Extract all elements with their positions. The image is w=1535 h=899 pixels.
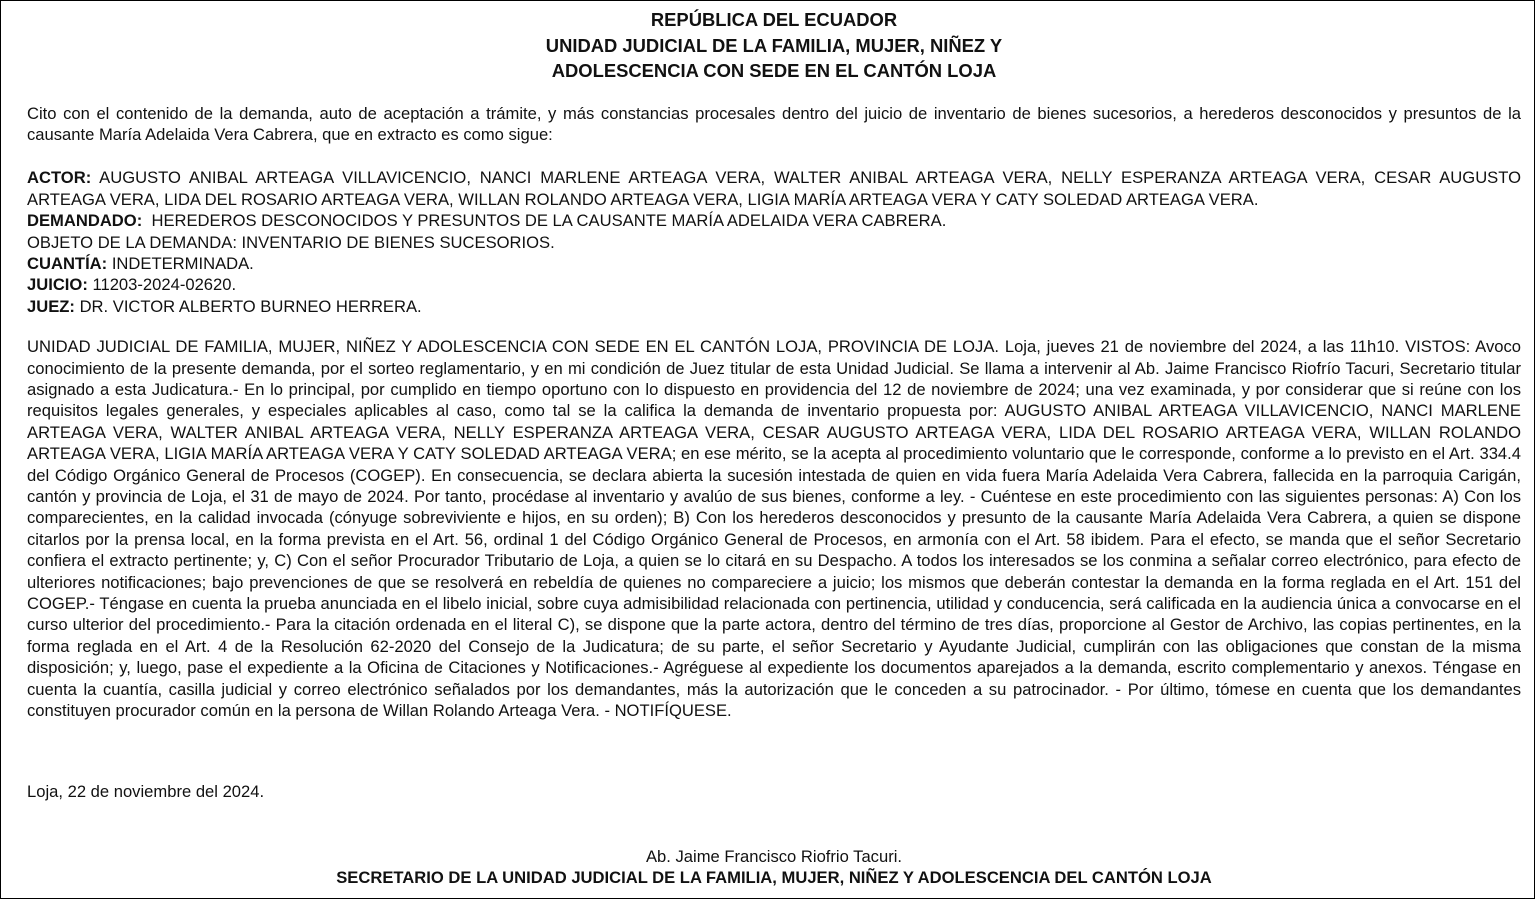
juez-label: JUEZ: [27, 296, 75, 316]
header-country: REPÚBLICA DEL ECUADOR [650, 9, 898, 30]
juez-field [27, 296, 1521, 317]
header-court-line-1: UNIDAD JUDICIAL DE LA FAMILIA, MUJER, NIÑEZ Y [545, 34, 1003, 56]
actor-value: AUGUSTO ANIBAL ARTEAGA VILLAVICENCIO, NANCI MARLENE ARTEAGA VERA, WALTER ANIBAL ARTEAGA VERA, NELLY ESPERANZA ARTEAGA VERA, CESAR AUGUSTO ARTEAGA VERA, LIDA DEL ROSARIO ARTEAGA VERA, WILLAN ROLANDO ARTEAGA VERA, LIGIA MARÍA ARTEAGA VERA Y CATY SOLEDAD ARTEAGA VERA. [27, 168, 1521, 209]
signature-block [27, 846, 1521, 889]
case-details [27, 167, 1521, 317]
actor-label: ACTOR: [27, 168, 92, 188]
ruling-body: UNIDAD JUDICIAL DE FAMILIA, MUJER, NIÑEZ Y ADOLESCENCIA CON SEDE EN EL CANTÓN LOJA, PROVINCIA DE LOJA. Loja, jueves 21 de noviembre del 2024, a las 11h10. VISTOS: Avoco conocimiento de la presente demanda, por el sorteo reglamentario, y en mi condición de Juez titular de esta Unidad Judicial. Se llama a intervenir al Ab. Jaime Francisco Riofrío Tacuri, Secretario titular asignado a esta Judicatura.- En lo principal, por cumplido en tiempo oportuno con lo dispuesto en providencia del 12 de noviembre de 2024; una vez examinada, y por considerar que si reúne con los requisitos legales generales, y especiales aplicables al caso, como tal se la califica la demanda de inventario propuesta por: AUGUSTO ANIBAL ARTEAGA VILLAVICENCIO, NANCI MARLENE ARTEAGA VERA, WALTER ANIBAL ARTEAGA VERA, NELLY ESPERANZA ARTEAGA VERA, CESAR AUGUSTO ARTEAGA VERA, LIDA DEL ROSARIO ARTEAGA VERA, WILLAN ROLANDO ARTEAGA VERA, LIGIA MARÍA ARTEAGA VERA Y CATY SOLEDAD ARTEAGA VERA; en ese mérito, se la acepta al procedimiento voluntario que le corresponde, conforme a lo previsto en el Art. 334.4 del Código Orgánico General de Procesos (COGEP). En consecuencia, se declara abierta la sucesión intestada de quien en vida fuera María Adelaida Vera Cabrera, fallecida en la parroquia Carigán, cantón y provincia de Loja, el 31 de mayo de 2024. Por tanto, procédase al inventario y avalúo de sus bienes, conforme a ley. - Cuéntese en este procedimiento con las siguientes personas: A) Con los comparecientes, en la calidad invocada (cónyuge sobreviviente e hijos, en su orden); B) Con los herederos desconocidos y presunto de la causante María Adelaida Vera Cabrera, a quien se dispone citarlos por la prensa local, en la forma prevista en el Art. 56, ordinal 1 del Código Orgánico General de Procesos, en armonía con el Art. 58 ibidem. Para el efecto, se manda que el señor Secretario confiera el extracto pertinente; y, C) Con el señor Procurador Tributario de Loja, a quien se lo citará en su Despacho. A todos los interesados se los conmina a señalar correo electrónico, para efecto de ulteriores notificaciones; bajo prevenciones de que se resolverá en rebeldía de quienes no compareciere a juicio; los mismos que deberán contestar la demanda en la forma reglada en el Art. 151 del COGEP.- Téngase en cuenta la prueba anunciada en el libelo inicial, sobre cuya admisibilidad relacionada con pertinencia, utilidad y conducencia, será calificada en la audiencia única a convocarse en el curso ulterior del procedimiento.- Para la citación ordenada en el literal C), se dispone que la parte actora, dentro del término de tres días, proporcione al Gestor de Archivo, las copias pertinentes, en la forma reglada en el Art. 4 de la Resolución 62-2020 del Consejo de la Judicatura; de su parte, el señor Secretario y Ayudante Judicial, cumplirán con las obligaciones que constan de la misma disposición; y, luego, pase el expediente a la Oficina de Citaciones y Notificaciones.- Agréguese al expediente los documentos aparejados a la demanda, escrito complementario y anexos. Téngase en cuenta la cuantía, casilla judicial y correo electrónico señalados por los demandantes, más la autorización que le conceden a su patrocinador. - Por último, tómese en cuenta que los demandantes constituyen procurador común en la persona de Willan Rolando Arteaga Vera. - NOTIFÍQUESE. [27, 337, 1521, 721]
juez-value: DR. VICTOR ALBERTO BURNEO HERRERA. [74, 296, 422, 316]
objeto-field: OBJETO DE LA DEMANDA: INVENTARIO DE BIENES SUCESORIOS. [27, 232, 555, 252]
juicio-field [27, 274, 1521, 295]
cuantia-label: CUANTÍA: [27, 253, 108, 273]
actor-field [27, 167, 1521, 210]
demandado-value: HEREDEROS DESCONOCIDOS Y PRESUNTOS DE LA CAUSANTE MARÍA ADELAIDA VERA CABRERA. [142, 211, 947, 231]
signer-office: SECRETARIO DE LA UNIDAD JUDICIAL DE LA FAMILIA, MUJER, NIÑEZ Y ADOLESCENCIA DEL CANTÓN LOJA [336, 868, 1212, 888]
demandado-label: DEMANDADO: [27, 211, 143, 231]
intro-paragraph: Cito con el contenido de la demanda, auto de aceptación a trámite, y más constancias procesales dentro del juicio de inventario de bienes sucesorios, a herederos desconocidos y presuntos de la causante María Adelaida Vera Cabrera, que en extracto es como sigue: [27, 103, 1521, 144]
issue-date: Loja, 22 de noviembre del 2024. [27, 782, 265, 801]
cuantia-field [27, 253, 1521, 274]
juicio-label: JUICIO: [27, 275, 88, 295]
signer-name: Ab. Jaime Francisco Riofrio Tacuri. [645, 847, 903, 866]
document-header [27, 7, 1521, 84]
juicio-value: 11203-2024-02620. [87, 275, 237, 295]
header-court-line-2: ADOLESCENCIA CON SEDE EN EL CANTÓN LOJA [551, 60, 997, 81]
demandado-field [27, 210, 1521, 231]
cuantia-value: INDETERMINADA. [107, 253, 254, 273]
